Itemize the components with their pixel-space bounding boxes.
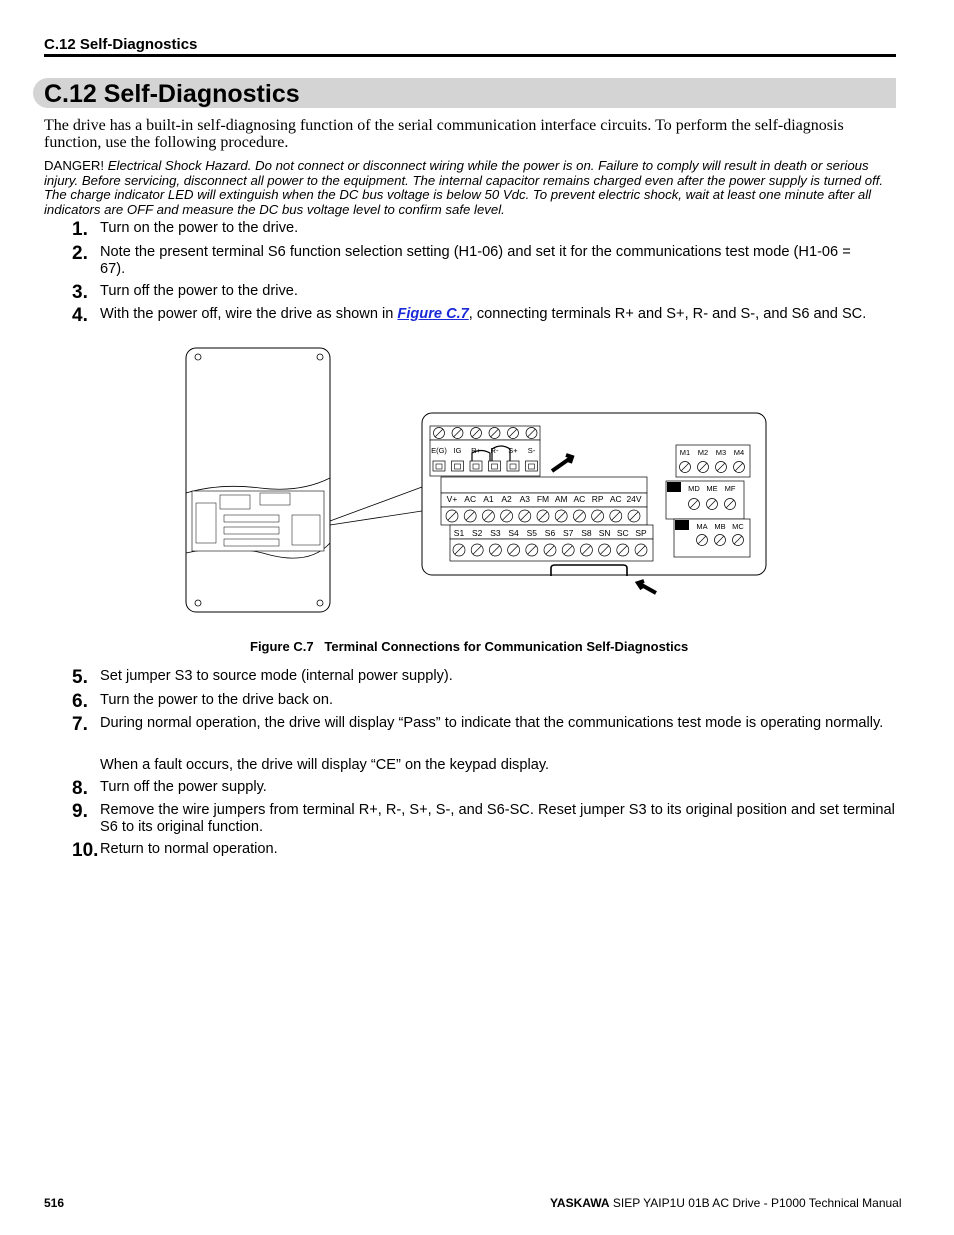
terminal-label: S4 [508, 528, 519, 538]
step-number: 4. [72, 305, 88, 326]
danger-label: DANGER! [44, 158, 105, 173]
terminal-screw-icon [526, 544, 538, 556]
step-number: 9. [72, 801, 88, 822]
terminal-screw-icon [464, 510, 476, 522]
header-rule [44, 54, 896, 57]
terminal-screw-icon [698, 462, 709, 473]
step-text: Turn off the power to the drive. [100, 283, 298, 299]
comm-terminal-block [430, 426, 540, 476]
arrow-icon [638, 581, 656, 593]
terminal-label: S3 [490, 528, 501, 538]
terminal-label: AC [573, 494, 586, 504]
footer-brand: YASKAWA [550, 1196, 610, 1210]
figure-caption: Figure C.7 Terminal Connections for Communication Self-Diagnostics [250, 639, 689, 654]
terminal-screw-icon [446, 510, 458, 522]
terminal-socket-icon [470, 461, 482, 471]
terminal-screw-icon [635, 544, 647, 556]
step-text: Remove the wire jumpers from terminal R+, R-, S+, S-, and S6-SC. Reset jumper S3 to its original position and set terminal S6 to its original function. [100, 802, 895, 835]
terminal-label: R- [490, 446, 499, 455]
terminal-label: MA [696, 522, 708, 531]
terminal-label: A1 [483, 494, 494, 504]
terminal-screw-icon [519, 510, 531, 522]
terminal-label: SN [598, 528, 611, 538]
terminal-label: S6 [544, 528, 556, 538]
terminal-label: AC [609, 494, 622, 504]
terminal-label: S5 [526, 528, 538, 538]
terminal-screw-icon [715, 535, 726, 546]
footer-manual: SIEP YAIP1U 01B AC Drive - P1000 Technical Manual [609, 1196, 902, 1210]
terminal-connection-figure [180, 343, 780, 618]
terminal-label: S1 [453, 528, 465, 538]
terminal-label: V+ [446, 494, 458, 504]
terminal-screw-icon [689, 499, 700, 510]
danger-text: Electrical Shock Hazard. Do not connect or disconnect wiring while the power is on. Failure to comply will result in death or serious injury. Before servicing, disconnect all power to the equipment. The internal capacitor remains charged even after the power supply is turned off. The charge indicator LED will extinguish when the DC bus voltage is below 50 Vdc. To prevent electric shock, wait at least one minute after all indicators are OFF and measure the DC bus voltage level to confirm safe level. [44, 158, 884, 217]
footer-title [550, 1196, 902, 1210]
terminal-label: 24V [626, 494, 642, 504]
step-text: Turn on the power to the drive. [100, 220, 299, 236]
terminal-screw-icon [434, 428, 445, 439]
page-number: 516 [44, 1196, 65, 1210]
step-text-part: , connecting terminals R+ and S+, R- and S-, and S6 and SC. [468, 306, 867, 322]
relay-terminal-blocks [666, 445, 750, 557]
intro-paragraph: The drive has a built-in self-diagnosing function of the serial communication interface circuits. To perform the self-diagnosis function, use the following procedure. [44, 117, 844, 151]
terminal-label: S8 [581, 528, 592, 538]
terminal-label: SC [616, 528, 629, 538]
terminal-label: S7 [562, 528, 574, 538]
step-number: 5. [72, 667, 88, 688]
terminal-label: MD [688, 484, 700, 493]
drive-terminal-board [192, 491, 324, 551]
terminal-label: IG [453, 446, 462, 455]
step-text: Return to normal operation. [100, 841, 278, 857]
terminal-screw-icon [452, 428, 463, 439]
terminal-screw-icon [453, 544, 465, 556]
terminal-screw-icon [610, 510, 622, 522]
terminal-label: M2 [697, 448, 709, 457]
terminal-label: A3 [519, 494, 531, 504]
step-text: Turn the power to the drive back on. [100, 692, 334, 708]
terminal-screw-icon [573, 510, 585, 522]
terminal-label: M1 [679, 448, 691, 457]
io-terminal-block [441, 477, 653, 576]
terminal-screw-icon [526, 428, 537, 439]
terminal-screw-icon [471, 428, 482, 439]
terminal-label: M4 [733, 448, 745, 457]
step-number: 8. [72, 778, 88, 799]
terminal-screw-icon [501, 510, 513, 522]
terminal-label: SP [635, 528, 647, 538]
terminal-screw-icon [580, 544, 592, 556]
step-text: Note the present terminal S6 function selection setting (H1-06) and set it for the communications test mode (H1-06 = 67). [100, 244, 851, 277]
terminal-screw-icon [716, 462, 727, 473]
terminal-label: M3 [715, 448, 727, 457]
terminal-screw-icon [482, 510, 494, 522]
figure-link[interactable]: Figure C.7 [397, 306, 469, 322]
step-number: 1. [72, 219, 88, 240]
step-text: During normal operation, the drive will display “Pass” to indicate that the communications test mode is operating normally. [100, 715, 884, 731]
terminal-screw-icon [734, 462, 745, 473]
terminal-label: MC [732, 522, 744, 531]
terminal-label: S+ [508, 446, 518, 455]
step-text: Set jumper S3 to source mode (internal power supply). [100, 668, 453, 684]
terminal-screw-icon [697, 535, 708, 546]
drive-outline [186, 348, 330, 612]
terminal-label: R+ [471, 446, 481, 455]
terminal-label: A2 [501, 494, 512, 504]
terminal-screw-icon [489, 428, 500, 439]
terminal-label: ME [706, 484, 718, 493]
terminal-socket-icon [507, 461, 519, 471]
terminal-screw-icon [733, 535, 744, 546]
terminal-screw-icon [471, 544, 483, 556]
terminal-label: MF [724, 484, 736, 493]
terminal-label: RP [591, 494, 604, 504]
terminal-label: AC [464, 494, 477, 504]
running-header: C.12 Self-Diagnostics [44, 36, 198, 53]
terminal-screw-icon [617, 544, 629, 556]
terminal-screw-icon [599, 544, 611, 556]
terminal-screw-icon [489, 544, 501, 556]
step-number: 6. [72, 691, 88, 712]
terminal-screw-icon [508, 428, 519, 439]
terminal-screw-icon [628, 510, 640, 522]
terminal-screw-icon [537, 510, 549, 522]
terminal-socket-icon [526, 461, 538, 471]
terminal-screw-icon [592, 510, 604, 522]
step-text: Turn off the power supply. [100, 779, 267, 795]
step-number: 7. [72, 714, 88, 735]
terminal-screw-icon [508, 544, 520, 556]
step-number: 2. [72, 243, 88, 264]
terminal-socket-icon [433, 461, 445, 471]
terminal-screw-icon [680, 462, 691, 473]
step-number: 10. [72, 840, 99, 861]
terminal-label: MB [714, 522, 726, 531]
terminal-socket-icon [489, 461, 501, 471]
terminal-screw-icon [555, 510, 567, 522]
terminal-socket-icon [452, 461, 464, 471]
terminal-screw-icon [707, 499, 718, 510]
step-text-part: With the power off, wire the drive as shown in [100, 306, 398, 322]
terminal-label: S2 [471, 528, 483, 538]
terminal-screw-icon [562, 544, 574, 556]
terminal-label: E(G) [431, 446, 447, 455]
terminal-screw-icon [544, 544, 556, 556]
terminal-label: AM [554, 494, 568, 504]
step-note: When a fault occurs, the drive will display “CE” on the keypad display. [100, 757, 550, 773]
terminal-screw-icon [725, 499, 736, 510]
step-text [100, 306, 896, 323]
terminal-label: FM [536, 494, 550, 504]
section-title: C.12 Self-Diagnostics [44, 80, 300, 108]
terminal-label: S- [527, 446, 536, 455]
danger-notice [44, 159, 904, 217]
step-number: 3. [72, 282, 88, 303]
